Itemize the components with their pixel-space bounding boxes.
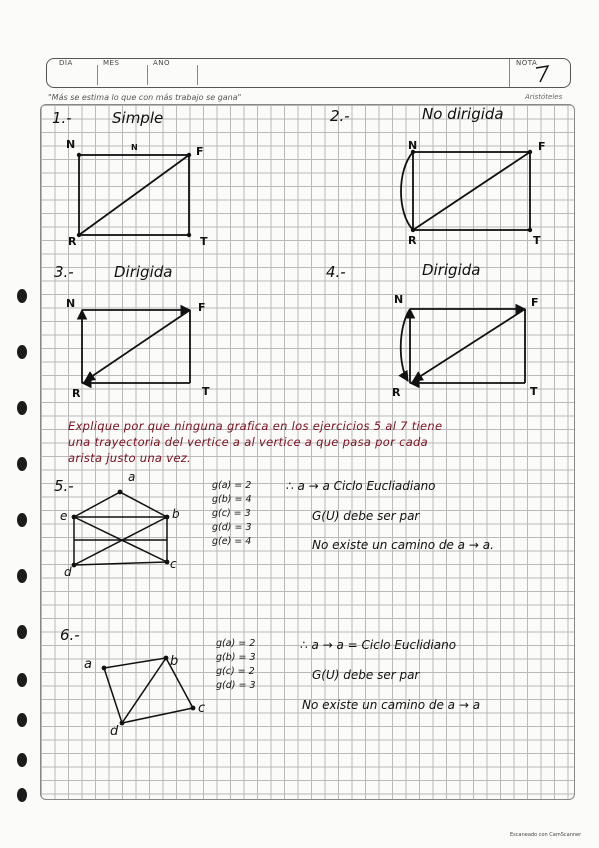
ex2-number: 2.- xyxy=(330,107,350,125)
ex2-vertex-t: T xyxy=(533,234,541,247)
scanner-watermark: Escaneado con CamScanner xyxy=(510,832,582,838)
question-line-2: una trayectoria del vertice a al vertice a que pasa por cada xyxy=(68,435,428,449)
ex1-small-n: N xyxy=(131,143,138,152)
ex3-vertex-t: T xyxy=(202,385,210,398)
ex1-vertex-t: T xyxy=(200,235,208,248)
ex2-vertex-r: R xyxy=(408,234,417,247)
ex2-title: No dirigida xyxy=(422,105,504,123)
ex6-conclusion-3: No existe un camino de a → a xyxy=(302,698,481,712)
ex6-conclusion-2: G(U) debe ser par xyxy=(312,668,420,682)
ex4-graph xyxy=(392,295,542,395)
ex6-vertex-a: a xyxy=(84,657,92,672)
ex6-vertex-c: c xyxy=(198,701,206,716)
ex5-number: 5.- xyxy=(54,477,74,495)
ex2-graph xyxy=(395,135,545,250)
ex4-vertex-r: R xyxy=(392,386,401,399)
ex5-degree-b: g(b) = 4 xyxy=(212,494,252,505)
ex5-conclusion-1: ∴ a → a Ciclo Eucliadiano xyxy=(286,479,436,493)
ex4-vertex-n: N xyxy=(394,293,404,306)
ex5-degree-d: g(d) = 3 xyxy=(212,522,252,533)
ex4-title: Dirigida xyxy=(422,261,481,279)
grade-label: NOTA xyxy=(516,59,538,67)
date-header xyxy=(46,58,571,88)
ex6-vertex-d: d xyxy=(110,724,119,739)
ex5-degree-a: g(a) = 2 xyxy=(212,480,252,491)
ex5-degree-c: g(c) = 3 xyxy=(212,508,251,519)
ex3-vertex-f: F xyxy=(198,301,206,314)
ex5-vertex-a: a xyxy=(128,470,136,484)
question-line-3: arista justo una vez. xyxy=(68,451,192,465)
ex5-graph xyxy=(62,485,182,575)
question-line-1: Explique por que ninguna grafica en los ejercicios 5 al 7 tiene xyxy=(68,419,443,433)
spiral-binding xyxy=(0,0,40,848)
ex5-vertex-e: e xyxy=(60,509,68,523)
ex1-title: Simple xyxy=(112,109,164,127)
ex1-number: 1.- xyxy=(52,109,72,127)
ex6-degree-c: g(c) = 2 xyxy=(216,666,255,677)
ex6-degree-a: g(a) = 2 xyxy=(216,638,256,649)
ex1-vertex-f: F xyxy=(196,145,204,158)
grade-box xyxy=(509,59,570,87)
ex5-vertex-b: b xyxy=(172,507,180,521)
month-label: MES xyxy=(103,59,120,67)
ex5-conclusion-2: G(U) debe ser par xyxy=(312,509,420,523)
ex3-graph xyxy=(65,295,215,395)
ex6-conclusion-1: ∴ a → a = Ciclo Euclidiano xyxy=(300,638,457,652)
ex6-degree-d: g(d) = 3 xyxy=(216,680,256,691)
ex2-vertex-n: N xyxy=(408,139,418,152)
ex6-number: 6.- xyxy=(60,626,80,644)
ex1-vertex-r: R xyxy=(68,235,77,248)
motto: "Más se estima lo que con más trabajo se gana" xyxy=(48,93,242,102)
ex5-vertex-c: c xyxy=(170,557,177,571)
ex5-conclusion-3: No existe un camino de a → a. xyxy=(312,538,494,552)
ex4-vertex-t: T xyxy=(530,385,538,398)
ex6-vertex-b: b xyxy=(170,654,179,669)
ex3-title: Dirigida xyxy=(114,263,173,281)
ex5-vertex-d: d xyxy=(64,565,72,579)
ex3-number: 3.- xyxy=(54,263,74,281)
ex4-number: 4.- xyxy=(326,263,346,281)
grade-mark xyxy=(532,62,552,84)
ex6-degree-b: g(b) = 3 xyxy=(216,652,256,663)
ex4-vertex-f: F xyxy=(531,296,539,309)
ex3-vertex-n: N xyxy=(66,297,76,310)
ex1-graph xyxy=(60,135,210,250)
ex1-vertex-n: N xyxy=(66,138,76,151)
ex3-vertex-r: R xyxy=(72,387,81,400)
day-label: DÍA xyxy=(59,59,73,67)
year-label: AÑO xyxy=(153,59,171,67)
ex2-vertex-f: F xyxy=(538,140,546,153)
motto-author: Aristóteles xyxy=(525,93,563,101)
ex5-degree-e: g(e) = 4 xyxy=(212,536,252,547)
